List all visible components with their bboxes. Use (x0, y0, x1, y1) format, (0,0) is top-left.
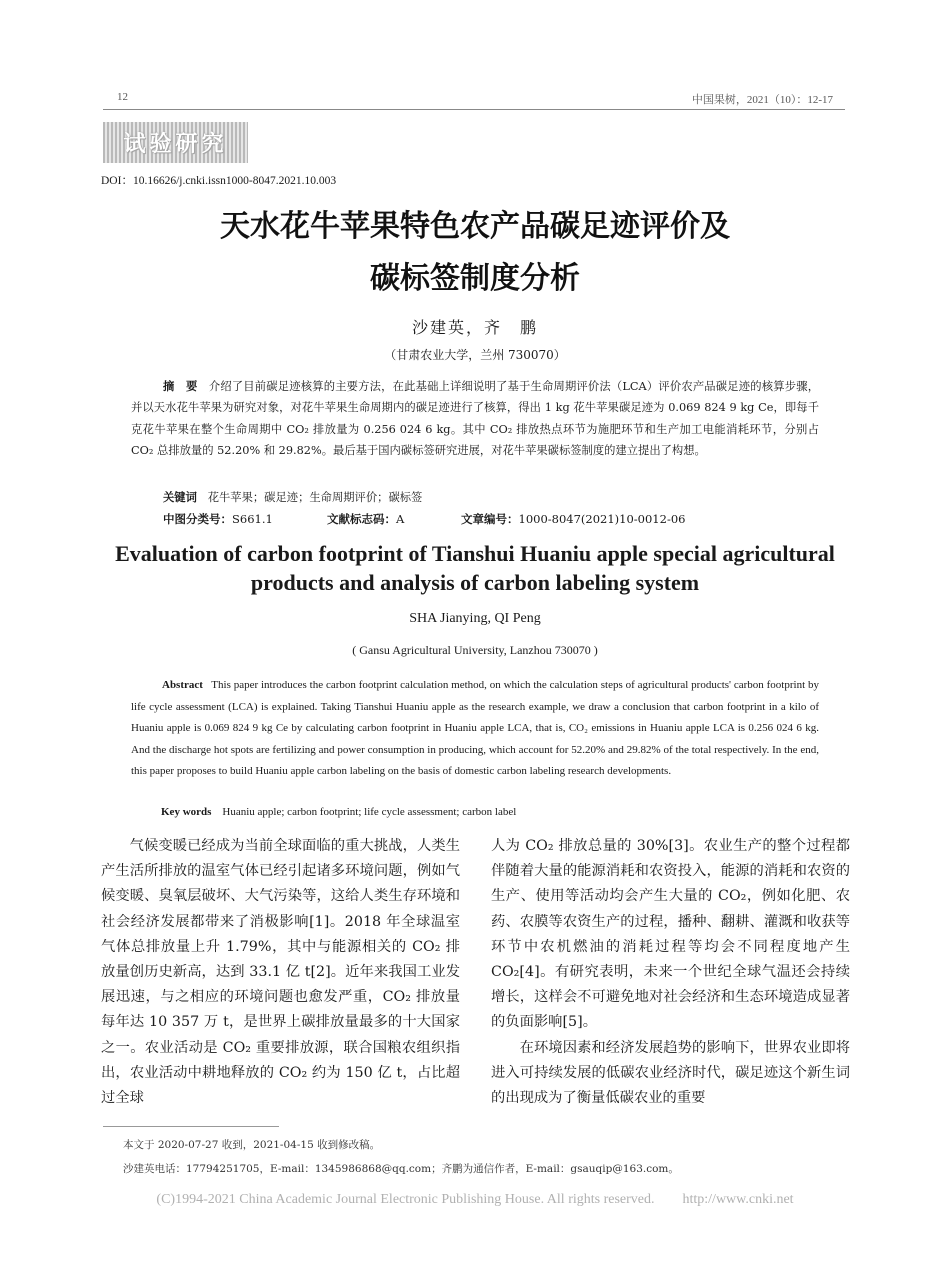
title-en-line-1: Evaluation of carbon footprint of Tianshui Huaniu apple special agricultural (115, 541, 835, 566)
abstract-cn-text: 介绍了目前碳足迹核算的主要方法，在此基础上详细说明了基于生命周期评价法（LCA）评价农产品碳足迹的核算步骤，并以天水花牛苹果为研究对象，对花牛苹果生命周期内的碳足迹进行了核算，得出 1 kg 花牛苹果碳足迹为 0.069 824 9 kg Ce，即每千克花牛苹果在整个生命周期中 CO₂ 排放量为 0.256 024 6 kg。其中 CO₂ 排放热点环节为施肥环节和生产加工电能消耗环节，分别占 CO₂ 总排放量的 52.20% 和 29.82%。最后基于国内碳标签研究进展，对花牛苹果碳标签制度的建立提出了构想。 (131, 380, 819, 457)
header-rule (103, 109, 845, 110)
keywords-en-label: Key words (161, 806, 212, 818)
article-label: 文章编号： (461, 512, 519, 526)
column-banner (103, 122, 248, 163)
abstract-en-text: This paper introduces the carbon footprint calculation method, on which the calculation steps of agricultural products' carbon footprint by life cycle assessment (LCA) is explained. Taking Tianshui Huaniu apple as the research example, we draw a conclusion that carbon footprint in a kilo of Huaniu apple is 0.069 824 9 kg Ce by calculating carbon footprint in Huaniu apple LCA, that is, CO₂ emissions in Huaniu apple LCA is 0.256 024 6 kg. And the discharge hot spots are fertilizing and power consumption in producing, which account for 52.20% and 29.82% of the total respectively. In the end, this paper proposes to build Huaniu apple carbon labeling on the basis of domestic carbon labeling research developments. (131, 679, 819, 778)
body-right-column (491, 834, 850, 1111)
abstract-en (131, 675, 819, 783)
keywords-cn (131, 487, 819, 508)
clc-number (163, 511, 273, 527)
article-value: 1000-8047(2021)10-0012-06 (518, 512, 686, 526)
keywords-en-text: Huaniu apple; carbon footprint; life cycle assessment; carbon label (222, 806, 517, 818)
body-paragraph: 在环境因素和经济发展趋势的影响下，世界农业即将进入可持续发展的低碳农业经济时代，碳足迹这个新生词的出现成为了衡量低碳农业的重要 (491, 1039, 850, 1107)
clc-value: S661.1 (232, 512, 273, 526)
footnote-contact: 沙建英电话：17794251705，E-mail：1345986868@qq.com；齐鹏为通信作者，E-mail：gsauqip@163.com。 (123, 1163, 679, 1175)
page-number: 12 (117, 91, 128, 103)
abstract-cn (131, 376, 819, 461)
keywords-en (161, 806, 516, 818)
authors-en: SHA Jianying, QI Peng (409, 611, 541, 626)
title-en-line-2: products and analysis of carbon labeling system (250, 570, 700, 595)
title-cn-line-1: 天水花牛苹果特色农产品碳足迹评价及 (220, 209, 730, 244)
body-paragraph: 人为 CO₂ 排放总量的 30%[3]。农业生产的整个过程都伴随着大量的能源消耗和农资投入，能源的消耗和农资的生产、使用等活动均会产生大量的 CO₂，例如化肥、农药、农膜等农资生产的过程，播种、翻耕、灌溉和收获等环节中农机燃油的消耗过程等均会不同程度地产生 CO₂[4]。有研究表明，未来一个世纪全球气温还会持续增长，这样会不可避免地对社会经济和生态环境造成显著的负面影响[5]。 (491, 838, 850, 1031)
keywords-cn-label: 关键词 (163, 491, 197, 504)
document-code (327, 511, 404, 527)
doc-value: A (396, 512, 405, 526)
column-banner-text: 试验研究 (123, 132, 228, 157)
affiliation-en: ( Gansu Agricultural University, Lanzhou 730070 ) (352, 643, 598, 657)
doc-label: 文献标志码： (327, 512, 396, 526)
body-paragraph: 气候变暖已经成为当前全球面临的重大挑战，人类生产生活所排放的温室气体已经引起诸多环境问题，例如气候变暖、臭氧层破坏、大气污染等，这给人类生存环境和社会经济发展都带来了消极影响[1]。2018 年全球温室气体总排放量上升 1.79%，其中与能源相关的 CO₂ 排放量创历史新高，达到 33.1 亿 t[2]。近年来我国工业发展迅速，与之相应的环境问题也愈发严重，CO₂ 排放量每年达 10 357 万 t，是世界上碳排放量最多的十大国家之一。农业活动是 CO₂ 重要排放源，联合国粮农组织指出，农业活动中耕地释放的 CO₂ 约为 150 亿 t，占比超过全球 (101, 838, 460, 1107)
authors-cn: 沙建英，齐 鹏 (411, 318, 538, 337)
clc-label: 中图分类号： (163, 512, 232, 526)
footnote-received: 本文于 2020-07-27 收到，2021-04-15 收到修改稿。 (123, 1139, 381, 1151)
keywords-cn-text: 花牛苹果；碳足迹；生命周期评价；碳标签 (207, 491, 423, 504)
footnote-rule (103, 1126, 279, 1127)
journal-citation: 中国果树，2021（10）：12-17 (691, 94, 833, 106)
body-left-column (101, 834, 460, 1111)
title-cn-line-2: 碳标签制度分析 (370, 261, 580, 296)
affiliation-cn: （甘肃农业大学，兰州 730070） (384, 348, 566, 362)
article-number (461, 511, 685, 527)
cnki-watermark: (C)1994-2021 China Academic Journal Electronic Publishing House. All rights reserved. http://www.cnki.net (156, 1192, 794, 1207)
doi: DOI：10.16626/j.cnki.issn1000-8047.2021.10.003 (101, 175, 337, 187)
abstract-cn-label: 摘 要 (163, 380, 198, 393)
abstract-en-label: Abstract (162, 679, 203, 691)
